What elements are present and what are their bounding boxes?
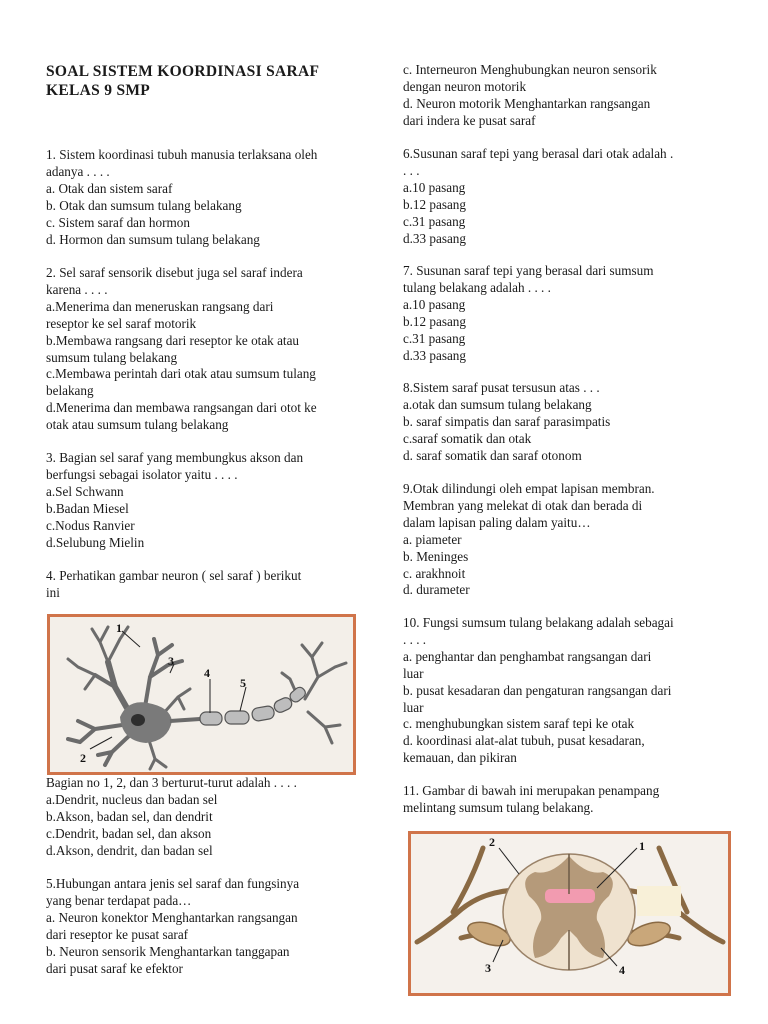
option-c: c.Nodus Ranvier: [46, 517, 135, 533]
neuron-label-1: 1: [116, 621, 122, 635]
text-line: dalam lapisan paling dalam yaitu…: [403, 514, 591, 530]
question-11: [403, 783, 733, 817]
neuron-figure: [47, 614, 356, 775]
question-10: [403, 615, 733, 767]
spinal-label-3: 3: [485, 961, 491, 975]
option-b: b.Akson, badan sel, dan dendrit: [46, 808, 213, 824]
spinal-cord-figure: [408, 831, 731, 996]
text-line: luar: [403, 665, 424, 681]
question-4: [46, 568, 368, 602]
question-2: [46, 265, 368, 434]
text-line: 3. Bagian sel saraf yang membungkus akson dan: [46, 450, 304, 465]
option-b: b. Otak dan sumsum tulang belakang: [46, 197, 242, 213]
text-line: reseptor ke sel saraf motorik: [46, 315, 197, 331]
option-b: b.Membawa rangsang dari reseptor ke otak atau: [46, 332, 300, 348]
option-c: c.Dendrit, badan sel, dan akson: [46, 825, 212, 841]
option-a: a.otak dan sumsum tulang belakang: [403, 396, 592, 412]
option-a: a. piameter: [403, 531, 462, 547]
text-line: Bagian no 1, 2, dan 3 berturut-turut adalah . . . .: [46, 775, 297, 790]
text-line: . . . .: [403, 631, 427, 647]
text-line: 8.Sistem saraf pusat tersusun atas . . .: [403, 380, 600, 395]
text-line: 5.Hubungan antara jenis sel saraf dan fungsinya: [46, 876, 300, 891]
text-line: 4. Perhatikan gambar neuron ( sel saraf ) berikut: [46, 568, 302, 583]
myelin-sheath: [200, 685, 307, 725]
option-a: a.Sel Schwann: [46, 483, 124, 499]
neuron-label-2: 2: [80, 751, 86, 765]
option-c: c.31 pasang: [403, 330, 466, 346]
text-line: yang benar terdapat pada…: [46, 892, 192, 908]
option-a: a.Menerima dan meneruskan rangsang dari: [46, 298, 274, 314]
text-line: . . .: [403, 162, 420, 178]
text-line: sumsum tulang belakang: [46, 349, 178, 365]
text-line: ini: [46, 584, 60, 600]
label-blank-box: [637, 886, 681, 916]
page-title: [46, 62, 319, 100]
option-c: c. Interneuron Menghubungkan neuron sensorik: [403, 62, 657, 77]
question-3: [46, 450, 368, 551]
option-b: b.12 pasang: [403, 313, 466, 329]
option-a: a. Otak dan sistem saraf: [46, 180, 173, 196]
text-line: 11. Gambar di bawah ini merupakan penampang: [403, 783, 660, 798]
text-line: otak atau sumsum tulang belakang: [46, 417, 229, 433]
text-line: adanya . . . .: [46, 163, 110, 179]
option-d: d. durameter: [403, 582, 470, 598]
neuron-label-4: 4: [204, 666, 210, 680]
text-line: 2. Sel saraf sensorik disebut juga sel saraf indera: [46, 265, 303, 280]
text-line: 6.Susunan saraf tepi yang berasal dari otak adalah .: [403, 146, 674, 161]
text-line: 9.Otak dilindungi oleh empat lapisan membran.: [403, 481, 655, 496]
option-a: a.10 pasang: [403, 179, 466, 195]
highlight-region: [545, 889, 595, 903]
question-4-options: [46, 775, 368, 860]
option-a: a.10 pasang: [403, 296, 466, 312]
text-line: karena . . . .: [46, 281, 108, 297]
text-line: luar: [403, 699, 424, 715]
question-5: [46, 876, 368, 977]
option-b: b.12 pasang: [403, 196, 466, 212]
option-d: d. saraf somatik dan saraf otonom: [403, 447, 582, 463]
text-line: 1. Sistem koordinasi tubuh manusia terlaksana oleh: [46, 147, 318, 162]
option-c: c. menghubungkan sistem saraf tepi ke otak: [403, 716, 635, 732]
question-5-continued: [403, 62, 733, 130]
question-1: [46, 147, 368, 248]
neuron-label-5: 5: [240, 676, 246, 690]
option-c: c.31 pasang: [403, 213, 466, 229]
option-d: d. koordinasi alat-alat tubuh, pusat kesadaran,: [403, 733, 645, 749]
option-b: b. Neuron sensorik Menghantarkan tanggapan: [46, 943, 290, 959]
spinal-cord-diagram: [411, 834, 728, 993]
spinal-label-2: 2: [489, 835, 495, 849]
option-a: a.Dendrit, nucleus dan badan sel: [46, 791, 218, 807]
option-b: b. Meninges: [403, 548, 469, 564]
spinal-label-1: 1: [639, 839, 645, 853]
question-7: [403, 263, 733, 364]
option-d: d. Hormon dan sumsum tulang belakang: [46, 231, 260, 247]
option-d: d. Neuron motorik Menghantarkan rangsangan: [403, 95, 651, 111]
text-line: 10. Fungsi sumsum tulang belakang adalah sebagai: [403, 615, 674, 630]
question-6: [403, 146, 733, 247]
option-d: d.Menerima dan membawa rangsangan dari otot ke: [46, 400, 317, 416]
question-8: [403, 380, 733, 465]
option-a: a. penghantar dan penghambat rangsangan dari: [403, 648, 652, 664]
text-line: 7. Susunan saraf tepi yang berasal dari sumsum: [403, 263, 654, 278]
option-b: b. saraf simpatis dan saraf parasimpatis: [403, 413, 611, 429]
text-line: dari pusat saraf ke efektor: [46, 960, 183, 976]
neuron-label-3: 3: [168, 654, 174, 668]
nucleus: [131, 714, 145, 726]
text-line: melintang sumsum tulang belakang.: [403, 799, 594, 815]
option-c: c.Membawa perintah dari otak atau sumsum tulang: [46, 366, 316, 382]
text-line: dengan neuron motorik: [403, 78, 527, 94]
option-a: a. Neuron konektor Menghantarkan rangsangan: [46, 909, 298, 925]
title-line-1: SOAL SISTEM KOORDINASI SARAF: [46, 63, 320, 80]
option-d: d.33 pasang: [403, 230, 466, 246]
option-b: b. pusat kesadaran dan pengaturan rangsangan dari: [403, 682, 672, 698]
option-b: b.Badan Miesel: [46, 500, 129, 516]
option-d: d.33 pasang: [403, 347, 466, 363]
spinal-label-4: 4: [619, 963, 625, 977]
option-c: c. arakhnoit: [403, 565, 466, 581]
text-line: dari reseptor ke pusat saraf: [46, 926, 189, 942]
text-line: kemauan, dan pikiran: [403, 750, 517, 766]
text-line: tulang belakang adalah . . . .: [403, 279, 551, 295]
text-line: belakang: [46, 383, 94, 399]
text-line: dari indera ke pusat saraf: [403, 112, 536, 128]
option-d: d.Selubung Mielin: [46, 534, 145, 550]
option-c: c. Sistem saraf dan hormon: [46, 214, 190, 230]
option-c: c.saraf somatik dan otak: [403, 430, 532, 446]
text-line: Membran yang melekat di otak dan berada di: [403, 497, 643, 513]
option-d: d.Akson, dendrit, dan badan sel: [46, 842, 213, 858]
question-9: [403, 481, 733, 599]
text-line: berfungsi sebagai isolator yaitu . . . .: [46, 466, 238, 482]
title-line-2: KELAS 9 SMP: [46, 82, 151, 99]
neuron-diagram: [50, 617, 353, 772]
